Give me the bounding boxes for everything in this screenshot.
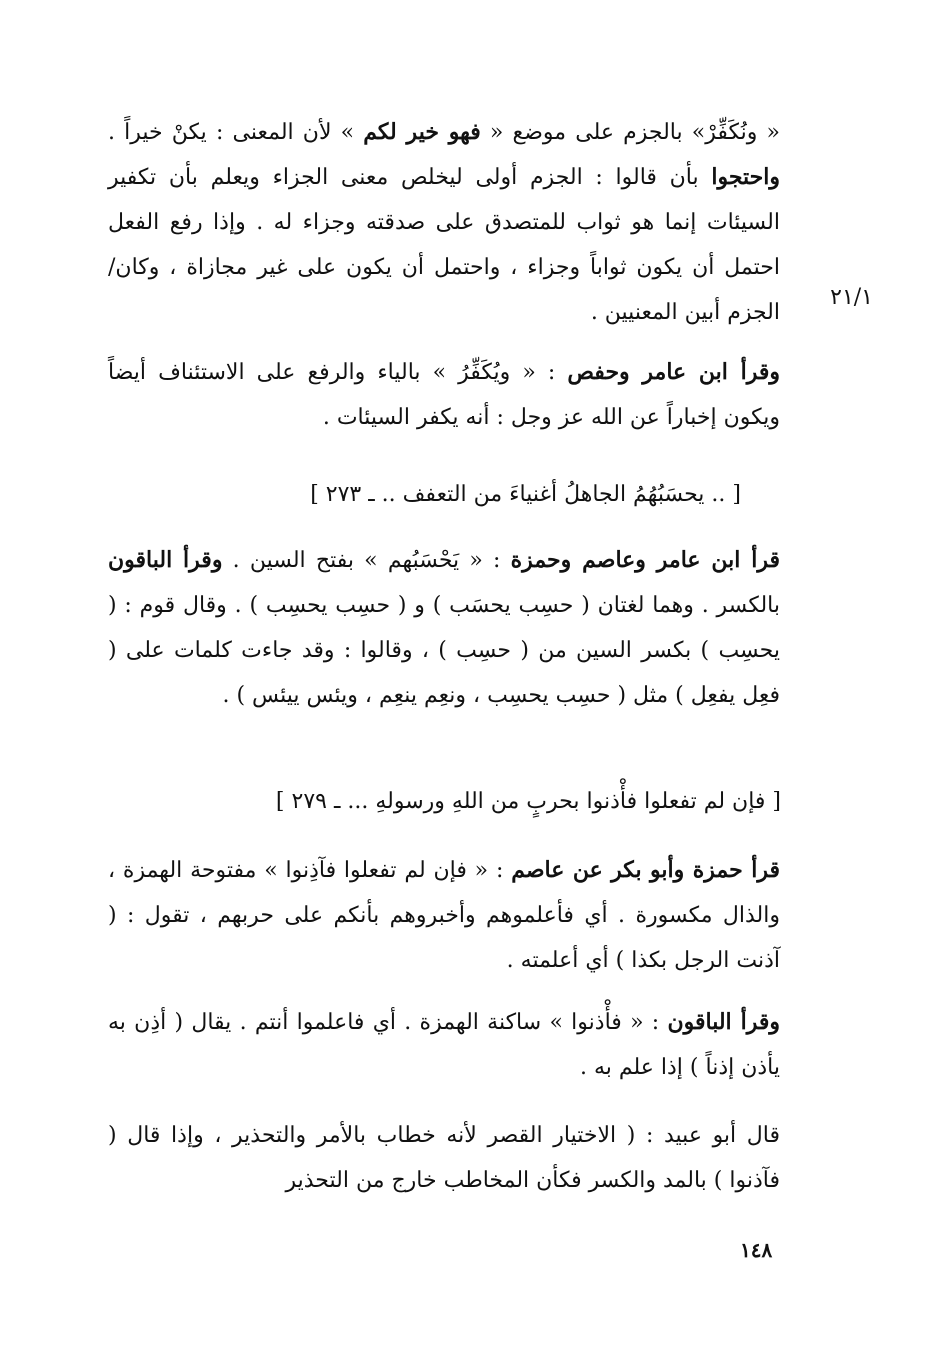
text-run: بالكسر . وهما لغتان ( حسِب يحسَب ) و ( حسِب يحسِب ) . وقال قوم : ( يحسِب ) بكسر السين من ( حسِب ) ، وقالوا : وقد جاءت كلمات على ( فعِل يفعِل ) مثل ( حسِب يحسِب ، ونعِم ينعِم ، ويئس ييئس ) . [108,593,780,708]
paragraph-yahsabuhum [108,538,780,718]
page-number: ١٤٨ [740,1238,773,1262]
paragraph-baqun [108,1000,780,1090]
text-run: قال أبو عبيد : ( الاختيار القصر لأنه خطاب بالأمر والتحذير ، وإذا قال ( فآذنوا ) بالمد والكسر فكأن المخاطب خارج من التحذير [108,1123,780,1193]
paragraph-ibn-amir [108,350,780,440]
text-run: « ونُكَفِّرْ» بالجزم على موضع « [480,120,780,145]
text-run: بأن قالوا : الجزم أولى ليخلص معنى الجزاء ويعلم بأن تكفير السيئات إنما هو ثواب للمتصدق على صدقته وجزاء له . وإذا رفع الفعل احتمل أن يكون ثواباً وجزاء ، واحتمل أن يكون على غير مجازاة ، وكان/الجزم أبين المعنيين . [108,165,780,325]
text-run: : « فإن لم تفعلوا فآذِنوا » مفتوحة الهمزة ، والذال مكسورة . أي فأعلموهم وأخبروهم بأنكم على حربهم ، تقول : ( آذنت الرجل بكذا ) أي أعلمته . [108,858,780,973]
bold-run: فهو خير لكم [363,119,481,145]
text-run: : « ويُكَفِّرُ » بالياء والرفع على الاستئناف أيضاً ويكون إخباراً عن الله عز وجل : أنه يكفر السيئات . [108,360,780,430]
text-run: : « فأْذنوا » ساكنة الهمزة . أي فاعلموا أنتم . يقال ( أذِن به يأذن إذناً ) إذا علم به . [108,1010,780,1080]
bold-run: وقرأ الباقون [667,1009,780,1035]
paragraph-abu-ubaid [108,1113,780,1203]
margin-reference: ٢١/١ [830,285,873,310]
bold-run: وقرأ الباقون [108,547,223,573]
text-run: : « يَحْسَبُهم » بفتح السين . [222,548,511,573]
bold-run: قرأ ابن عامر وعاصم وحمزة [510,547,780,573]
paragraph-hamza [108,848,780,983]
bold-run: وقرأ ابن عامر وحفص [567,359,780,385]
text-run: » لأن المعنى : يكنْ خيراً . [108,120,364,145]
verse-273: [ .. يحسَبُهُمُ الجاهلُ أغنياءَ من التعفف .. ـ ٢٧٣ ] [310,482,741,507]
bold-run: قرأ حمزة وأبو بكر عن عاصم [511,857,780,883]
verse-279: [ فإن لم تفعلوا فأْذنوا بحربٍ من اللهِ ورسولهِ ... ـ ٢٧٩ ] [275,789,781,814]
bold-run: واحتجوا [711,164,780,190]
paragraph-jazm [108,110,780,335]
